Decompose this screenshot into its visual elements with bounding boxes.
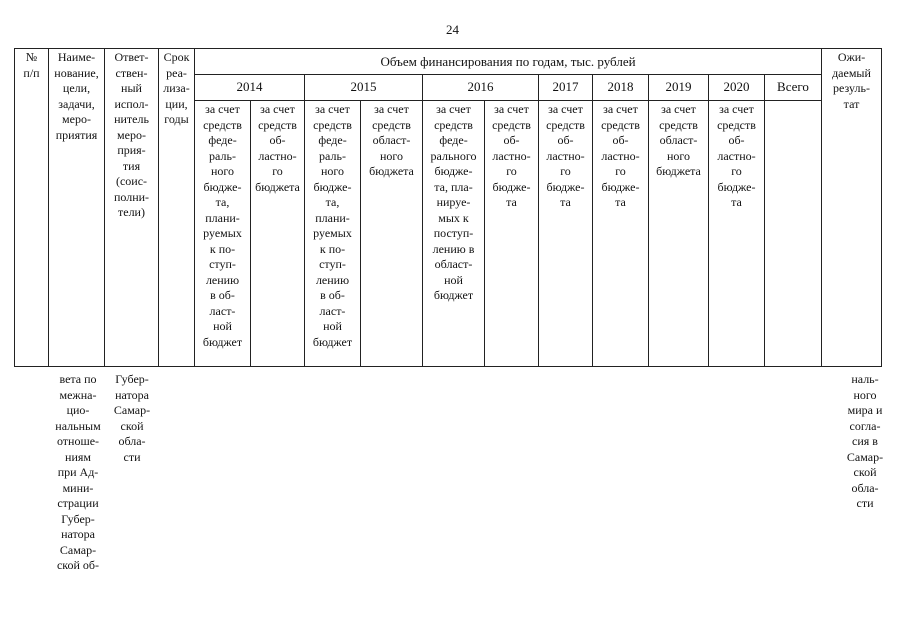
continuation-name-text: вета по межна- цио- нальным отноше- ниям при Ад- мини- страции Губер- натора Самар- ской об- — [55, 372, 101, 572]
sub-2017-regional: за счет средств об- ластно- го бюдже- та — [539, 101, 593, 367]
sub-2016-regional: за счет средств об- ластно- го бюдже- та — [485, 101, 539, 367]
sub-2020-regional: за счет средств об- ластно- го бюдже- та — [709, 101, 765, 367]
funding-table — [14, 48, 882, 367]
header-funding: Объем финансирования по годам, тыс. рублей — [195, 49, 822, 75]
sub-2016-federal: за счет средств феде- рального бюдже- та, пла- нируе- мых к поступ- лению в област- ной бюджет — [423, 101, 485, 367]
sub-2015-regional: за счет средств област- ного бюджета — [361, 101, 423, 367]
year-2020: 2020 — [709, 75, 765, 101]
year-2018: 2018 — [593, 75, 649, 101]
year-total: Всего — [765, 75, 822, 101]
header-name: Наиме- нование, цели, задачи, меро- приятия — [49, 49, 105, 367]
year-2016: 2016 — [423, 75, 539, 101]
continuation-executor-text: Губер- натора Самар- ской обла- сти — [113, 372, 151, 464]
year-2014: 2014 — [195, 75, 305, 101]
continuation-result-text: наль- ного мира и согла- сия в Самар- ской обла- сти — [846, 372, 884, 510]
sub-2014-regional: за счет средств об- ластно- го бюджета — [251, 101, 305, 367]
sub-2014-federal: за счет средств феде- раль- ного бюдже- та, плани- руемых к по- ступ- лению в об- ласт- ной бюджет — [195, 101, 251, 367]
sub-2015-federal: за счет средств феде- раль- ного бюдже- та, плани- руемых к по- ступ- лению в об- ласт- ной бюджет — [305, 101, 361, 367]
header-executor: Ответ- ствен- ный испол- нитель меро- прия- тия (соис- полни- тели) — [105, 49, 159, 367]
year-2019: 2019 — [649, 75, 709, 101]
sub-2019-regional: за счет средств област- ного бюджета — [649, 101, 709, 367]
sub-2018-regional: за счет средств об- ластно- го бюдже- та — [593, 101, 649, 367]
sub-total — [765, 101, 822, 367]
year-2015: 2015 — [305, 75, 423, 101]
page-number: 24 — [446, 22, 459, 37]
header-number: № п/п — [15, 49, 49, 367]
year-2017: 2017 — [539, 75, 593, 101]
header-result: Ожи- даемый резуль- тат — [822, 49, 882, 367]
header-term: Срок реа- лиза- ции, годы — [159, 49, 195, 367]
